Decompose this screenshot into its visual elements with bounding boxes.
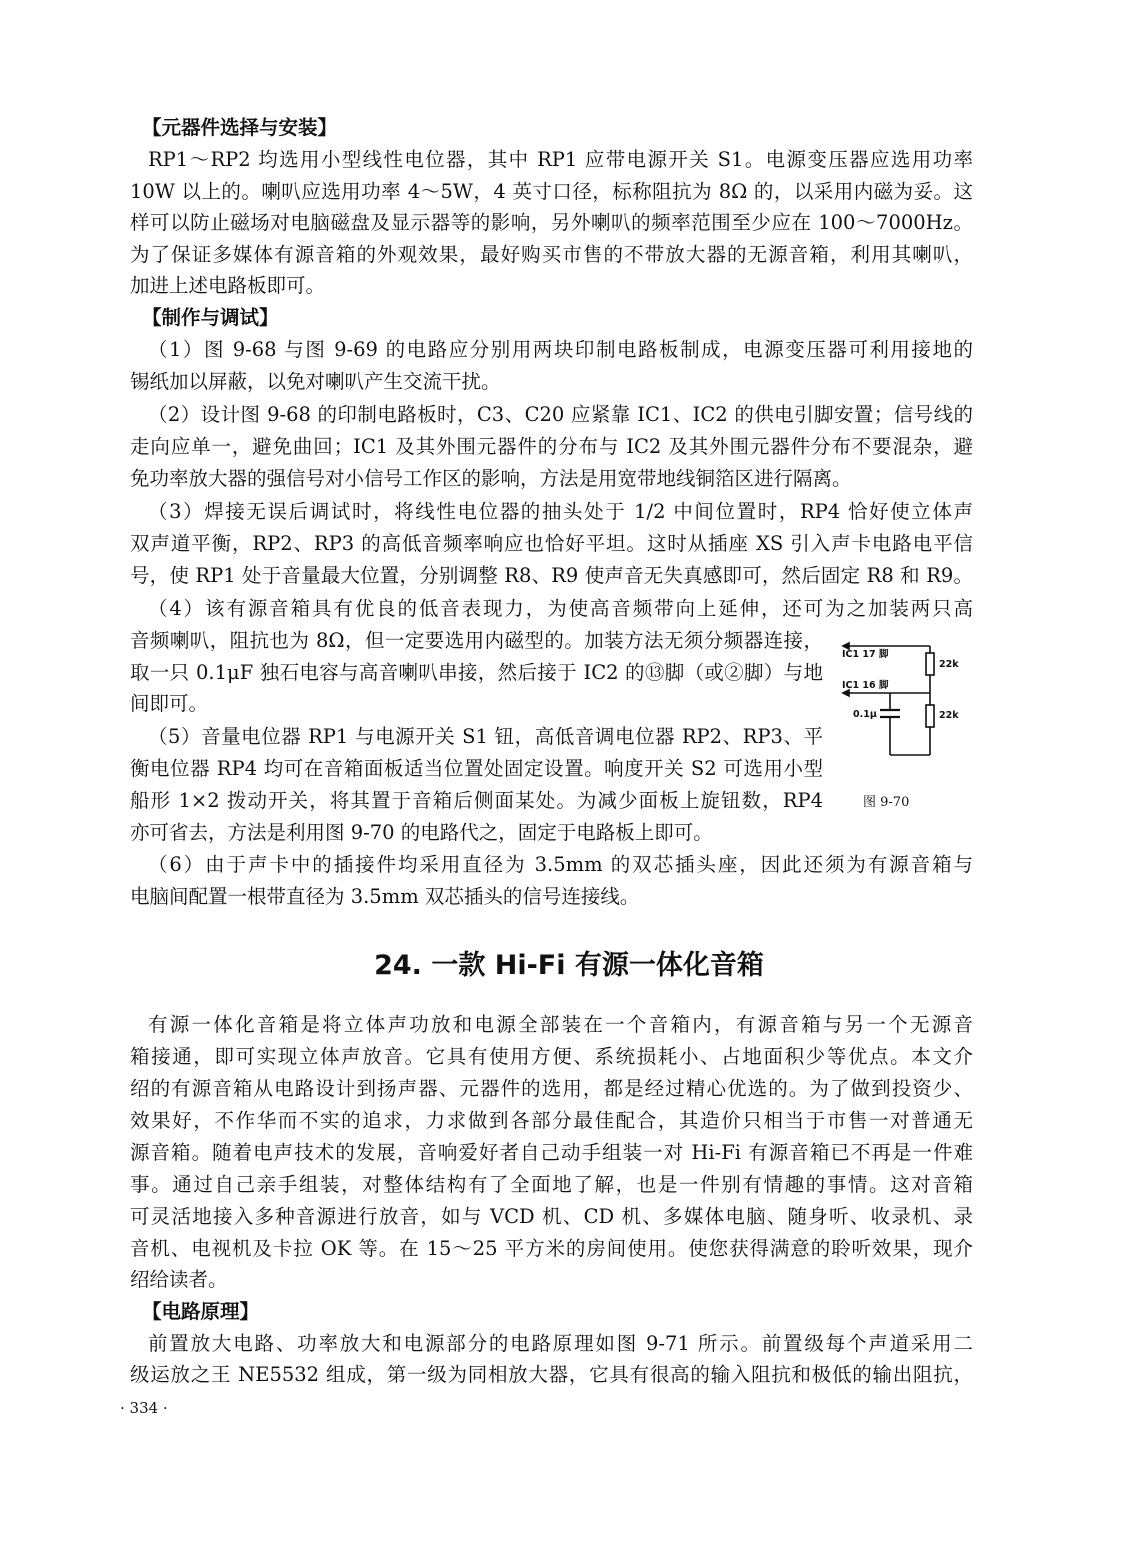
paragraph-line: 事。通过自己亲手组装，对整体结构有了全面地了解，也是一件别有情趣的事情。这对音箱: [130, 1173, 973, 1196]
paragraph-line: 船形 1×2 拨动开关，将其置于音箱后侧面某处。为减少面板上旋钮数，RP4: [130, 789, 823, 812]
figure-label-ic1-16: IC1 16 脚: [842, 680, 889, 691]
section-heading-components: 【元器件选择与安装】: [142, 116, 338, 139]
paragraph-line: 衡电位器 RP4 均可在音箱面板适当位置处固定设置。响度开关 S2 可选用小型: [130, 757, 823, 780]
figure-label-ic1-17: IC1 17 脚: [842, 649, 889, 660]
section-heading-circuit: 【电路原理】: [142, 1300, 260, 1323]
figure-label-capacitor: 0.1μ: [853, 709, 877, 720]
page-number: · 334 ·: [120, 1399, 168, 1417]
paragraph-line: 取一只 0.1μF 独石电容与高音喇叭串接，然后接于 IC2 的⑬脚（或②脚）与地: [130, 661, 823, 684]
paragraph-line: 样可以防止磁场对电脑磁盘及显示器等的影响，另外喇叭的频率范围至少应在 100～7000Hz。: [130, 211, 973, 234]
paragraph-line: 双声道平衡，RP2、RP3 的高低音频率响应也恰好平坦。这时从插座 XS 引入声卡电路电平信: [130, 532, 973, 555]
section-title: 24. 一款 Hi-Fi 有源一体化音箱: [374, 950, 764, 981]
paragraph-line: 走向应单一，避免曲回；IC1 及其外围元器件的分布与 IC2 及其外围元器件分布不要混杂，避: [130, 435, 973, 458]
paragraph-line: （4）该有源音箱具有优良的低音表现力，为使高音频带向上延伸，还可为之加装两只高: [148, 597, 973, 620]
paragraph-line: （5）音量电位器 RP1 与电源开关 S1 钮，高低音调电位器 RP2、RP3、平: [148, 725, 823, 748]
section-heading-production: 【制作与调试】: [142, 306, 279, 329]
figure-caption: 图 9-70: [863, 795, 910, 810]
paragraph-line: 级运放之王 NE5532 组成，第一级为同相放大器，它具有很高的输入阻抗和极低的输出阻抗，: [130, 1363, 973, 1386]
paragraph-line: 为了保证多媒体有源音箱的外观效果，最好购买市售的不带放大器的无源音箱，利用其喇叭，: [130, 243, 973, 266]
paragraph-line: 号，使 RP1 处于音量最大位置，分别调整 R8、R9 使声音无失真感即可，然后固定 R8 和 R9。: [130, 564, 973, 587]
paragraph-line: （1）图 9-68 与图 9-69 的电路应分别用两块印制电路板制成，电源变压器可利用接地的: [148, 338, 973, 361]
paragraph-line: 绍的有源音箱从电路设计到扬声器、元器件的选用，都是经过精心优选的。为了做到投资少、: [130, 1077, 973, 1100]
paragraph-line: 前置放大电路、功率放大和电源部分的电路原理如图 9-71 所示。前置级每个声道采用二: [148, 1332, 973, 1355]
paragraph-line: 免功率放大器的强信号对小信号工作区的影响，方法是用宽带地线铜箔区进行隔离。: [130, 467, 852, 490]
paragraph-line: 加进上述电路板即可。: [130, 274, 326, 297]
paragraph-line: 音频喇叭，阻抗也为 8Ω，但一定要选用内磁型的。加装方法无须分频器连接，: [130, 629, 823, 652]
paragraph-line: RP1～RP2 均选用小型线性电位器，其中 RP1 应带电源开关 S1。电源变压器应选用功率: [148, 148, 973, 171]
paragraph-line: 间即可。: [130, 692, 209, 715]
figure-9-70: [835, 637, 980, 822]
paragraph-line: 电脑间配置一根带直径为 3.5mm 双芯插头的信号连接线。: [130, 885, 640, 908]
paragraph-line: 箱接通，即可实现立体声放音。它具有使用方便、系统损耗小、占地面积少等优点。本文介: [130, 1045, 973, 1068]
paragraph-line: （6）由于声卡中的插接件均采用直径为 3.5mm 的双芯插头座，因此还须为有源音箱与: [148, 853, 973, 876]
paragraph-line: 10W 以上的。喇叭应选用功率 4～5W，4 英寸口径，标称阻抗为 8Ω 的，以采用内磁为妥。这: [130, 180, 973, 203]
paragraph-line: （2）设计图 9-68 的印制电路板时，C3、C20 应紧靠 IC1、IC2 的供电引脚安置；信号线的: [148, 403, 973, 426]
figure-label-resistor-top: 22k: [939, 659, 959, 670]
paragraph-line: 亦可省去，方法是利用图 9-70 的电路代之，固定于电路板上即可。: [130, 821, 713, 844]
paragraph-line: （3）焊接无误后调试时，将线性电位器的抽头处于 1/2 中间位置时，RP4 恰好使立体声: [148, 500, 973, 523]
figure-label-resistor-bottom: 22k: [939, 710, 959, 721]
paragraph-line: 有源一体化音箱是将立体声功放和电源全部装在一个音箱内，有源音箱与另一个无源音: [148, 1013, 973, 1036]
paragraph-line: 音机、电视机及卡拉 OK 等。在 15～25 平方米的房间使用。使您获得满意的聆听效果，现介: [130, 1237, 973, 1260]
paragraph-line: 可灵活地接入多种音源进行放音，如与 VCD 机、CD 机、多媒体电脑、随身听、收录机、录: [130, 1205, 973, 1228]
paragraph-line: 效果好，不作华而不实的追求，力求做到各部分最佳配合，其造价只相当于市售一对普通无: [130, 1109, 973, 1132]
paragraph-line: 锡纸加以屏蔽，以免对喇叭产生交流干扰。: [130, 370, 501, 393]
paragraph-line: 源音箱。随着电声技术的发展，音响爱好者自己动手组装一对 Hi-Fi 有源音箱已不再是一件难: [130, 1141, 973, 1164]
paragraph-line: 绍给读者。: [130, 1268, 228, 1291]
